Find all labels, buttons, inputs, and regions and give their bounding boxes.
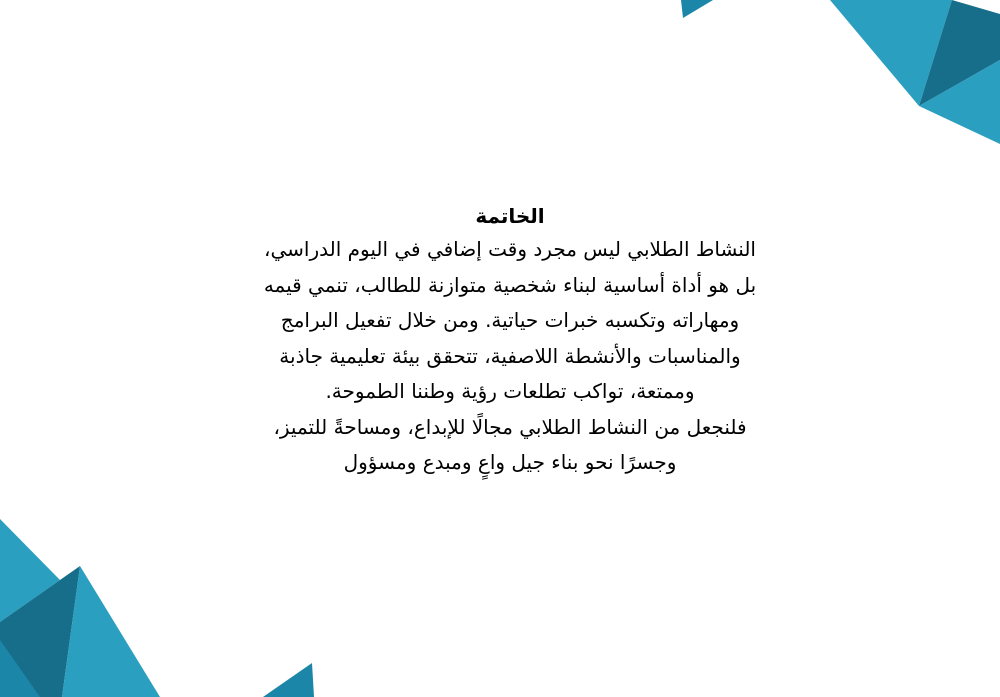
conclusion-text-block [190, 200, 830, 481]
top-right-triangle-dark [919, 0, 1000, 106]
bottom-left-triangle-dark [0, 566, 80, 697]
text-line: بل هو أداة أساسية لبناء شخصية متوازنة للطالب، تنمي قيمه [263, 272, 757, 297]
slide-title: الخاتمة [475, 204, 545, 228]
text-line: والمناسبات والأنشطة اللاصفية، تتحقق بيئة تعليمية جاذبة [279, 343, 741, 368]
text-line: وممتعة، تواكب تطلعات رؤية وطننا الطموحة. [325, 379, 695, 403]
text-line: وجسرًا نحو بناء جيل واعٍ ومبدع ومسؤول [343, 450, 677, 474]
bottom-left-triangle-tip [0, 640, 40, 697]
text-line: النشاط الطلابي ليس مجرد وقت إضافي في اليوم الدراسي، [264, 237, 756, 261]
bottom-small-triangle [263, 663, 314, 697]
text-line: فلنجعل من النشاط الطلابي مجالًا للإبداع، ومساحةً للتميز، [273, 414, 747, 439]
top-right-triangle-large [830, 0, 952, 106]
top-right-triangle-edge [919, 60, 1000, 144]
top-small-triangle [681, 0, 713, 18]
bottom-left-triangle-upper [0, 519, 60, 622]
text-line: ومهاراته وتكسبه خبرات حياتية. ومن خلال تفعيل البرامج [280, 308, 740, 332]
bottom-left-triangle-large [62, 566, 160, 697]
